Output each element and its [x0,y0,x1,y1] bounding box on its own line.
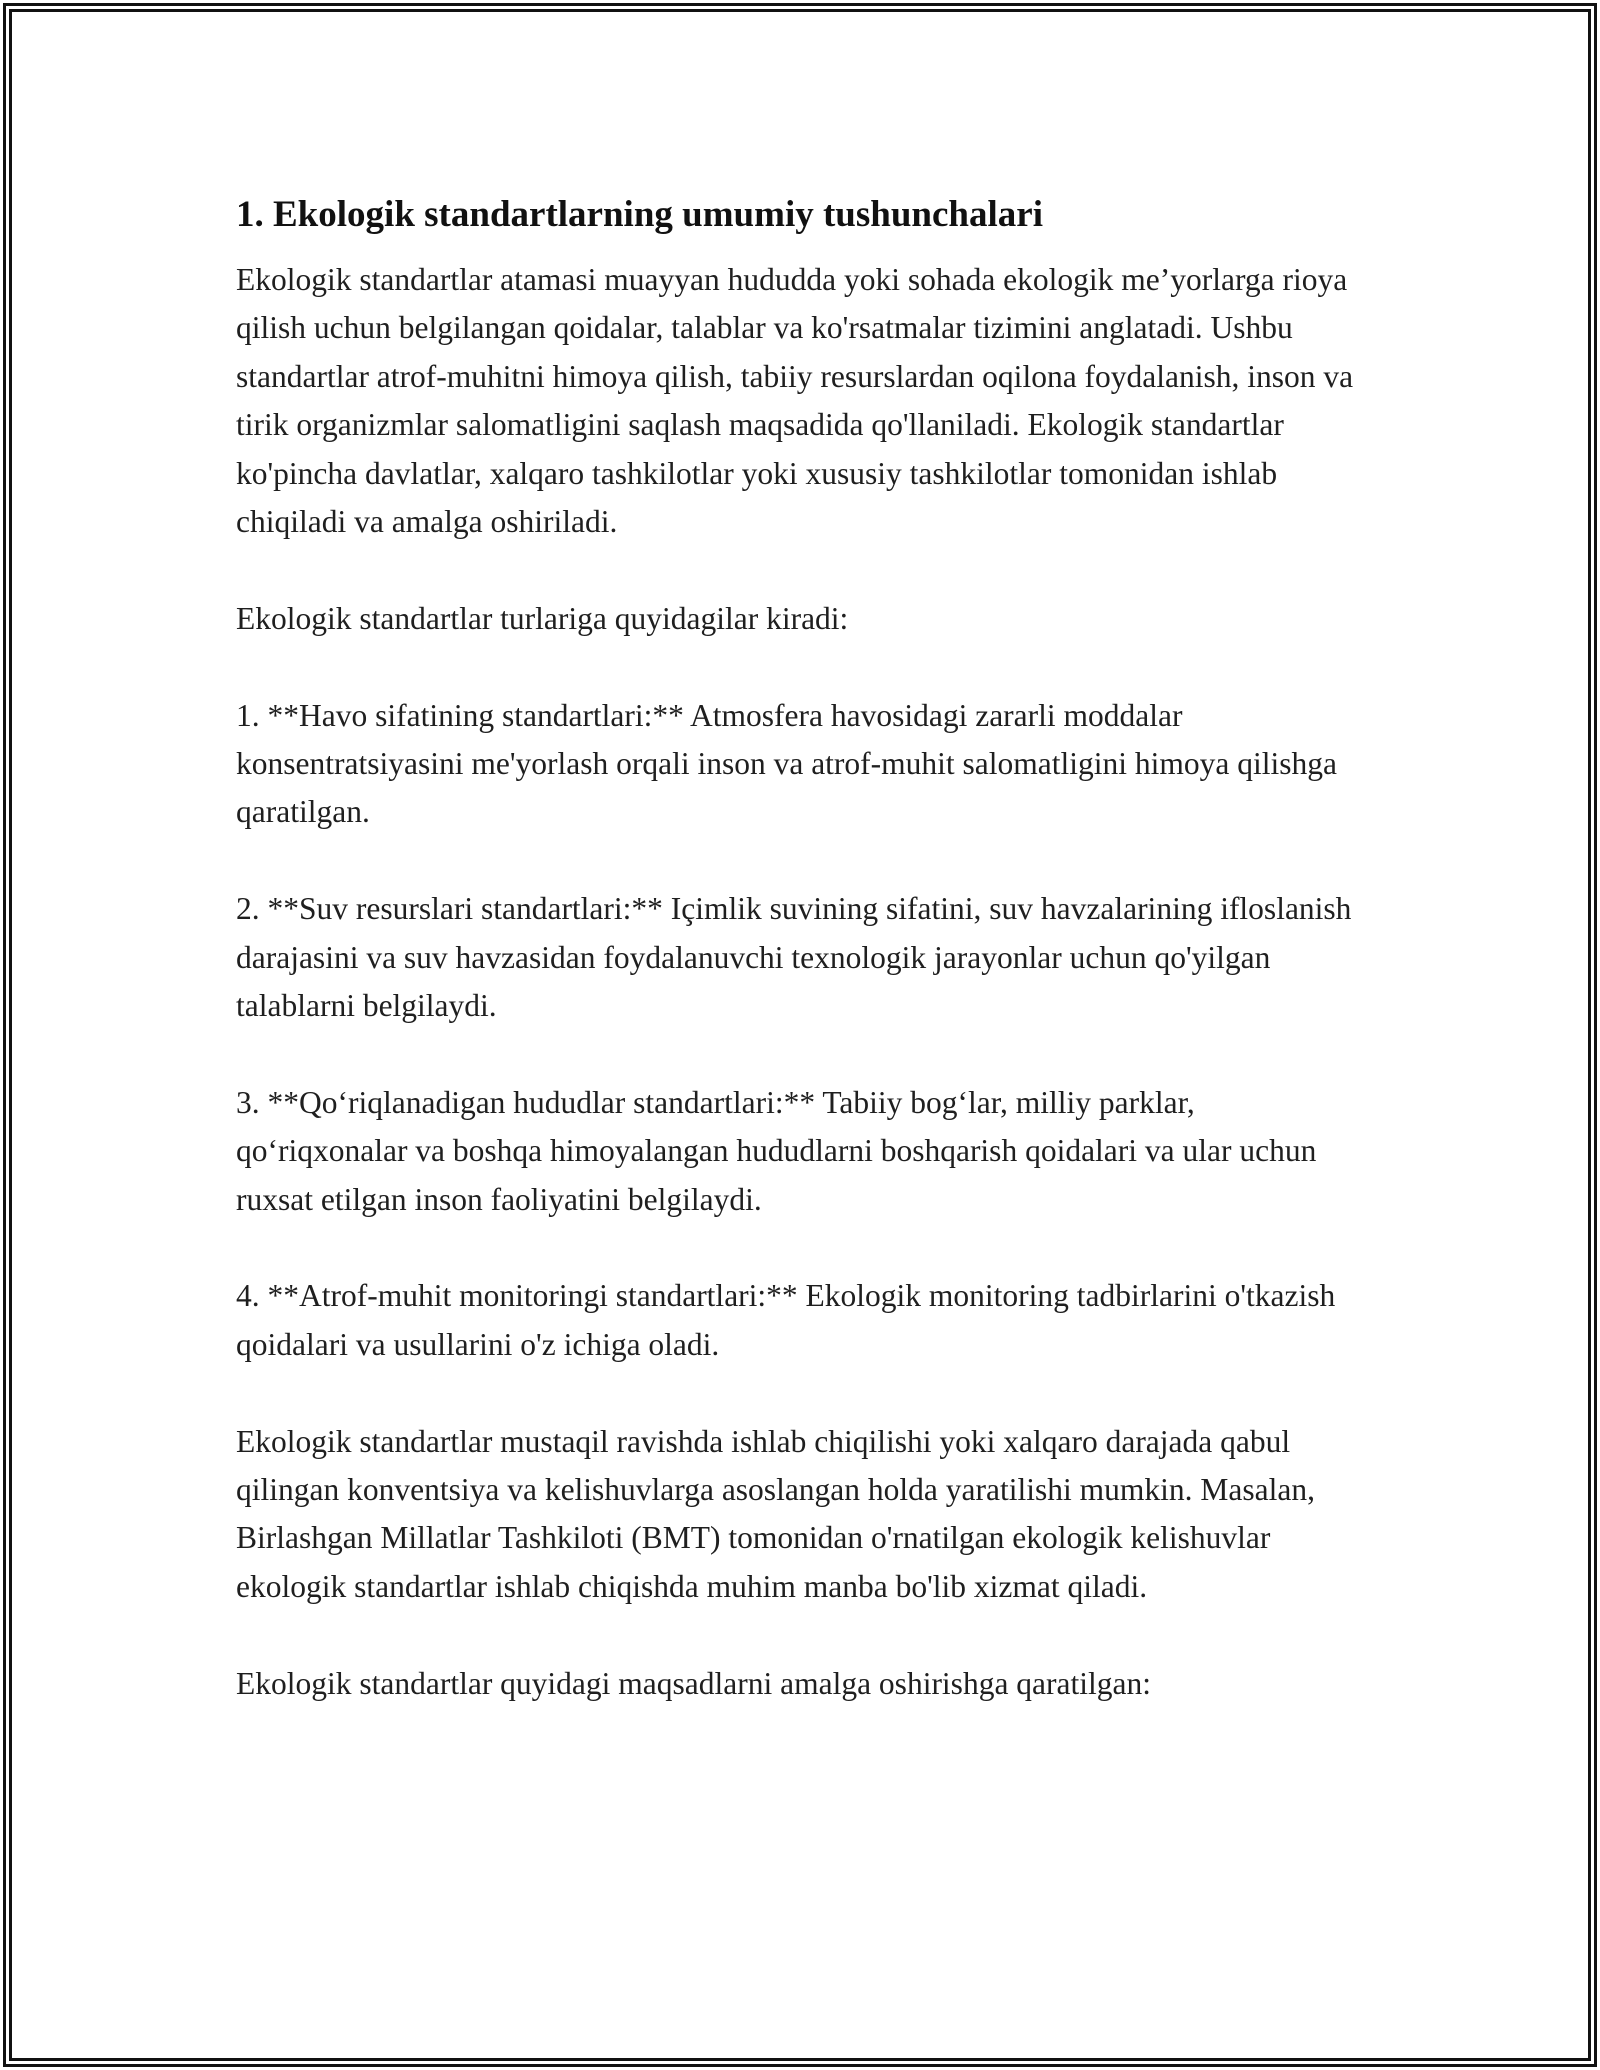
paragraph-goals-intro: Ekologik standartlar quyidagi maqsadlarni amalga oshirishga qaratilgan: [236,1665,1151,1701]
paragraph-definition: Ekologik standartlar atamasi muayyan hududda yoki sohada ekologik me’yorlarga rioya qilish uchun belgilangan qoidalar, talablar va ko'rsatmalar tizimini anglatadi. Ushbu standartlar atrof-muhitni himoya qilish, tabiiy resurslardan oqilona foydalanish, inson va tirik organizmlar salomatligini saqlash maqsadida qo'llaniladi. Ekologik standartlar ko'pincha davlatlar, xalqaro tashkilotlar yoki xususiy tashkilotlar tomonidan ishlab chiqiladi va amalga oshiriladi. [236,262,1354,540]
list-item-water-resources: 2. **Suv resurslari standartlari:** Içimlik suvining sifatini, suv havzalarining ifloslanish darajasini va suv havzasidan foydalanuvchi texnologik jarayonlar uchun qo'yilgan talablarni belgilaydi. [236,891,1352,1024]
section-heading: 1. Ekologik standartlarning umumiy tushunchalari [236,194,1043,235]
document-body [236,186,1366,1708]
paragraph-types-intro: Ekologik standartlar turlariga quyidagilar kiradi: [236,600,849,636]
list-item-air-quality: 1. **Havo sifatining standartlari:** Atmosfera havosidagi zararli moddalar konsentratsiyasini me'yorlash orqali inson va atrof-muhit salomatligini himoya qilishga qaratilgan. [236,697,1337,830]
list-item-protected-areas: 3. **Qo‘riqlanadigan hududlar standartlari:** Tabiiy bog‘lar, milliy parklar, qo‘riqxonalar va boshqa himoyalangan hududlarni boshqarish qoidalari va ular uchun ruxsat etilgan inson faoliyatini belgilaydi. [236,1084,1317,1217]
paragraph-development: Ekologik standartlar mustaqil ravishda ishlab chiqilishi yoki xalqaro darajada qabul qilingan konventsiya va kelishuvlarga asoslangan holda yaratilishi mumkin. Masalan, Birlashgan Millatlar Tashkiloti (BMT) tomonidan o'rnatilgan ekologik kelishuvlar ekologik standartlar ishlab chiqishda muhim manba bo'lib xizmat qiladi. [236,1423,1315,1604]
list-item-monitoring: 4. **Atrof-muhit monitoringi standartlari:** Ekologik monitoring tadbirlarini o'tkazish qoidalari va usullarini o'z ichiga oladi. [236,1278,1336,1362]
